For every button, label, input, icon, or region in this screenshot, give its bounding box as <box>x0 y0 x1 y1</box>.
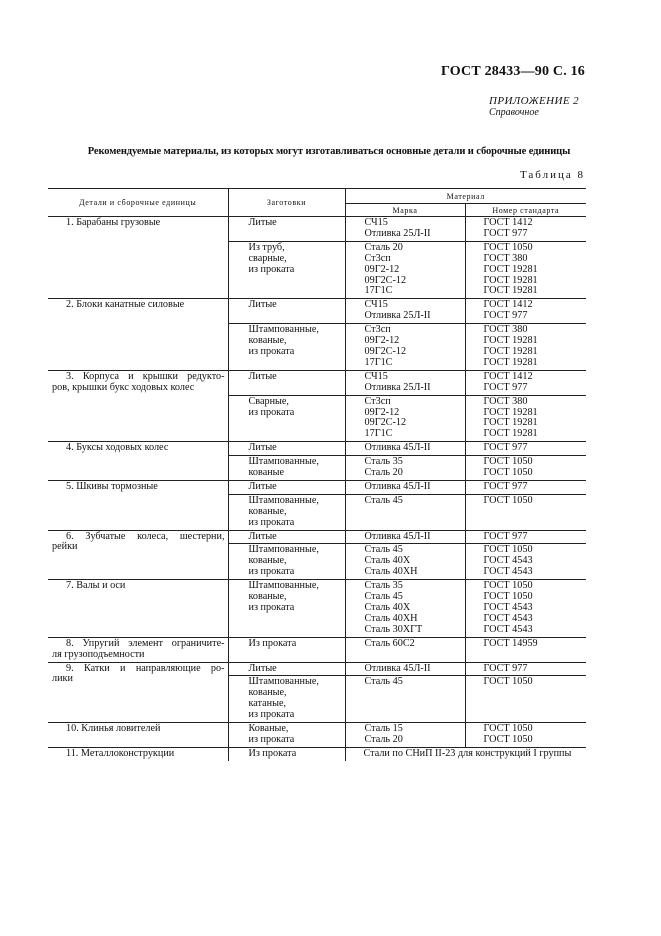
material-grade-line: Сталь 40Х <box>364 555 411 567</box>
blank-type-line: из проката <box>248 709 295 721</box>
blank-type <box>228 544 345 580</box>
material-grade-line: Сталь 45 <box>364 494 403 506</box>
blank-type-line: кованые, <box>248 687 287 699</box>
standard-number <box>465 370 586 395</box>
material-grade-line: Сталь 20 <box>364 733 403 745</box>
material-grade <box>345 544 465 580</box>
material-grade-line: Сталь 45 <box>364 676 403 688</box>
material-grade-line: Отливка 45Л-II <box>364 662 431 674</box>
blank-type-line: Из труб, <box>248 241 285 253</box>
material-grade-line: Отливка 25Л-II <box>364 310 431 322</box>
appendix-subtitle: Справочное <box>489 107 539 118</box>
material-grade <box>345 299 465 324</box>
standard-number-line: ГОСТ 1412 <box>483 370 533 382</box>
standard-number <box>465 494 586 530</box>
standard-number-line: ГОСТ 4543 <box>483 555 533 567</box>
material-grade-line: Ст3сп <box>364 252 391 264</box>
standard-number <box>465 324 586 371</box>
material-grade-line: 09Г2С-12 <box>364 417 407 429</box>
blank-type <box>228 456 345 481</box>
col-header-standard: Номер стандарта <box>492 205 560 215</box>
standard-number-line: ГОСТ 19281 <box>483 428 538 440</box>
blank-type-line: Из проката <box>248 747 297 759</box>
part-name-line: 6. Зубчатые колеса, шестерни, <box>66 530 225 542</box>
standard-number-line: ГОСТ 19281 <box>483 335 538 347</box>
material-grade-line: Отливка 25Л-II <box>364 227 431 239</box>
standard-number-line: ГОСТ 977 <box>483 530 528 542</box>
standard-number-line: ГОСТ 380 <box>483 252 528 264</box>
blank-type-line: кованые <box>248 467 285 479</box>
blank-type <box>228 494 345 530</box>
blank-type-line: Штампованные, <box>248 544 319 556</box>
col-header-grade: Марка <box>345 204 465 217</box>
blank-type-line: Литые <box>248 217 277 228</box>
material-grade <box>345 662 465 676</box>
standard-number <box>465 442 586 456</box>
standard-number-line: ГОСТ 4543 <box>483 566 533 578</box>
appendix-label <box>489 95 579 119</box>
table-row <box>48 370 586 395</box>
material-grade-line: Сталь 35 <box>364 580 403 592</box>
part-name <box>48 662 228 723</box>
table-row <box>48 217 586 242</box>
part-name-line: 5. Шкивы тормозные <box>66 480 158 492</box>
blank-type-line: Литые <box>248 370 277 382</box>
part-name-line: ров, крышки букс ходовых колес <box>52 381 195 393</box>
blank-type-line: из проката <box>248 566 295 578</box>
table-row <box>48 299 586 324</box>
blank-type <box>228 395 345 442</box>
part-name-line: 3. Корпуса и крышки редукто- <box>66 370 225 382</box>
blank-type-line: из проката <box>248 345 295 357</box>
part-name <box>48 480 228 530</box>
material-grade-line: Ст3сп <box>364 324 391 336</box>
part-name-line: 10. Клинья ловителей <box>66 723 161 735</box>
material-grade <box>345 217 465 242</box>
part-name <box>48 530 228 580</box>
material-grade <box>345 442 465 456</box>
standard-number-line: ГОСТ 977 <box>483 381 528 393</box>
blank-type-line: кованые, <box>248 335 287 347</box>
material-grade-line: Сталь 45 <box>364 591 403 603</box>
table-row <box>48 723 586 748</box>
blank-type-line: Штампованные, <box>248 580 319 592</box>
standard-number-line: ГОСТ 1412 <box>483 217 533 228</box>
material-grade-line: Сталь 40ХН <box>364 612 418 624</box>
material-grade <box>345 241 465 299</box>
standard-number <box>465 544 586 580</box>
blank-type <box>228 370 345 395</box>
material-grade <box>345 637 465 662</box>
table-number: Таблица 8 <box>519 169 585 181</box>
material-note <box>345 747 586 760</box>
standard-number-line: ГОСТ 977 <box>483 662 528 674</box>
part-name <box>48 723 228 748</box>
appendix-title: ПРИЛОЖЕНИЕ 2 <box>489 95 580 107</box>
blank-type <box>228 324 345 371</box>
standard-number-line: ГОСТ 19281 <box>483 417 538 429</box>
standard-number-line: ГОСТ 1050 <box>483 456 533 468</box>
standard-number-line: ГОСТ 4543 <box>483 612 533 624</box>
blank-type-line: из проката <box>248 733 295 745</box>
standard-number <box>465 217 586 242</box>
standard-number-line: ГОСТ 977 <box>483 227 528 239</box>
standard-number-line: ГОСТ 1050 <box>483 544 533 556</box>
material-grade <box>345 480 465 494</box>
standard-number-line: ГОСТ 19281 <box>483 263 538 275</box>
blank-type <box>228 723 345 748</box>
material-grade-line: Сталь 40Х <box>364 602 411 613</box>
blank-type-line: кованые, <box>248 505 287 517</box>
part-name <box>48 370 228 441</box>
blank-type <box>228 662 345 676</box>
blank-type-line: катаные, <box>248 698 287 710</box>
standard-number <box>465 637 586 662</box>
blank-type-line: Кованые, <box>248 723 289 735</box>
table-row <box>48 637 586 662</box>
blank-type <box>228 480 345 494</box>
part-name-line: рейки <box>52 541 78 553</box>
standard-number-line: ГОСТ 4543 <box>483 602 533 613</box>
blank-type-line: Литые <box>248 662 277 674</box>
blank-type-line: Литые <box>248 530 277 542</box>
blank-type-line: Из проката <box>248 637 297 649</box>
standard-number-line: ГОСТ 19281 <box>483 274 538 286</box>
standard-number-line: ГОСТ 1050 <box>483 580 533 592</box>
col-header-parts: Детали и сборочные единицы <box>48 189 228 217</box>
blank-type <box>228 241 345 299</box>
document-reference: ГОСТ 28433—90 С. 16 <box>441 64 585 79</box>
standard-number-line: ГОСТ 1050 <box>483 591 533 603</box>
blank-type <box>228 217 345 242</box>
standard-number-line: ГОСТ 19281 <box>483 345 538 357</box>
standard-number <box>465 395 586 442</box>
standard-number <box>465 456 586 481</box>
part-name <box>48 217 228 299</box>
blank-type <box>228 676 345 723</box>
material-grade <box>345 324 465 371</box>
material-grade <box>345 494 465 530</box>
blank-type <box>228 299 345 324</box>
material-grade-line: СЧ15 <box>364 217 388 228</box>
standard-number-line: ГОСТ 1050 <box>483 723 533 735</box>
material-grade-line: Отливка 45Л-II <box>364 530 431 542</box>
blank-type-line: Штампованные, <box>248 676 319 688</box>
table-row <box>48 530 586 544</box>
material-grade-line: 09Г2С-12 <box>364 345 407 357</box>
material-grade-line: Ст3сп <box>364 395 391 407</box>
table-row <box>48 580 586 638</box>
standard-number-line: ГОСТ 19281 <box>483 285 538 297</box>
part-name-line: 11. Металлоконструкции <box>66 747 175 759</box>
material-grade-line: Сталь 45 <box>364 544 403 556</box>
blank-type <box>228 637 345 662</box>
part-name-line: 2. Блоки канатные силовые <box>66 299 185 311</box>
part-name <box>48 299 228 370</box>
standard-number-line: ГОСТ 1050 <box>483 241 533 253</box>
material-grade <box>345 676 465 723</box>
col-header-blanks: Заготовки <box>228 189 345 217</box>
material-grade-line: Сталь 20 <box>364 467 403 479</box>
standard-number <box>465 662 586 676</box>
material-grade-line: Сталь 15 <box>364 723 403 735</box>
standard-number <box>465 299 586 324</box>
material-grade <box>345 580 465 638</box>
blank-type-line: сварные, <box>248 252 287 264</box>
blank-type-line: Сварные, <box>248 395 289 407</box>
part-name <box>48 747 228 760</box>
material-grade-line: Сталь 30ХГТ <box>364 623 423 635</box>
part-name <box>48 637 228 662</box>
table-body <box>48 217 586 761</box>
material-grade-line: Отливка 25Л-II <box>364 381 431 393</box>
standard-number-line: ГОСТ 977 <box>483 442 528 454</box>
blank-type <box>228 530 345 544</box>
table-row <box>48 662 586 676</box>
blank-type <box>228 747 345 760</box>
part-name-line: ля грузоподъемности <box>52 648 145 660</box>
material-grade-line: 09Г2-12 <box>364 406 400 418</box>
blank-type-line: Штампованные, <box>248 324 319 336</box>
table-row <box>48 480 586 494</box>
standard-number <box>465 676 586 723</box>
material-grade-line: 17Г1С <box>364 285 393 297</box>
standard-number <box>465 480 586 494</box>
standard-number-line: ГОСТ 1050 <box>483 494 533 506</box>
material-grade-line: 09Г2-12 <box>364 263 400 275</box>
blank-type-line: Штампованные, <box>248 456 319 468</box>
material-grade-line: 09Г2С-12 <box>364 274 407 286</box>
part-name-line: 8. Упругий элемент ограничите- <box>66 637 225 649</box>
standard-number <box>465 580 586 638</box>
material-grade-line: 09Г2-12 <box>364 335 400 347</box>
standard-number-line: ГОСТ 977 <box>483 310 528 322</box>
part-name-line: 1. Барабаны грузовые <box>66 217 161 228</box>
material-grade-line: Сталь 60С2 <box>364 637 415 649</box>
blank-type-line: кованые, <box>248 555 287 567</box>
table-row <box>48 747 586 760</box>
standard-number <box>465 241 586 299</box>
standard-number-line: ГОСТ 19281 <box>483 406 538 418</box>
blank-type-line: Литые <box>248 480 277 492</box>
standard-number-line: ГОСТ 1050 <box>483 676 533 688</box>
material-grade <box>345 370 465 395</box>
standard-number-line: ГОСТ 19281 <box>483 356 538 368</box>
col-header-material: Материал <box>345 189 586 204</box>
standard-number-line: ГОСТ 4543 <box>483 623 533 635</box>
materials-table <box>48 188 586 761</box>
material-grade-line: Отливка 45Л-II <box>364 480 431 492</box>
material-grade-line: Сталь 20 <box>364 241 403 253</box>
table-row <box>48 442 586 456</box>
part-name <box>48 442 228 481</box>
material-grade-line: СЧ15 <box>364 370 388 382</box>
table-title: Рекомендуемые материалы, из которых могут изготавливаться основные детали и сборочные единицы <box>87 146 571 157</box>
part-name <box>48 580 228 638</box>
blank-type-line: из проката <box>248 263 295 275</box>
material-grade <box>345 456 465 481</box>
material-grade <box>345 723 465 748</box>
blank-type-line: Литые <box>248 442 277 454</box>
blank-type-line: из проката <box>248 602 295 613</box>
standard-number-line: ГОСТ 14959 <box>483 637 538 649</box>
standard-number-line: ГОСТ 1050 <box>483 467 533 479</box>
blank-type <box>228 580 345 638</box>
part-name-line: 4. Буксы ходовых колес <box>66 442 169 454</box>
standard-number-line: ГОСТ 380 <box>483 395 528 407</box>
standard-number-line: ГОСТ 977 <box>483 480 528 492</box>
material-grade <box>345 395 465 442</box>
part-name-line: лики <box>52 673 73 685</box>
blank-type-line: Штампованные, <box>248 494 319 506</box>
material-grade-line: 17Г1С <box>364 356 393 368</box>
blank-type-line: Литые <box>248 299 277 311</box>
material-grade-line: Сталь 40ХН <box>364 566 418 578</box>
material-grade <box>345 530 465 544</box>
part-name-line: 7. Валы и оси <box>66 580 126 592</box>
material-grade-line: 17Г1С <box>364 428 393 440</box>
blank-type-line: кованые, <box>248 591 287 603</box>
material-grade-line: Отливка 45Л-II <box>364 442 431 454</box>
standard-number-line: ГОСТ 380 <box>483 324 528 336</box>
blank-type-line: из проката <box>248 406 295 418</box>
blank-type-line: из проката <box>248 516 295 528</box>
material-grade-line: Сталь 35 <box>364 456 403 468</box>
standard-number <box>465 723 586 748</box>
standard-number <box>465 530 586 544</box>
material-note-text: Стали по СНиП II-23 для конструкций I группы <box>363 747 572 759</box>
standard-number-line: ГОСТ 1412 <box>483 299 533 311</box>
part-name-line: 9. Катки и направляющие ро- <box>66 662 225 674</box>
material-grade-line: СЧ15 <box>364 299 388 311</box>
standard-number-line: ГОСТ 1050 <box>483 733 533 745</box>
blank-type <box>228 442 345 456</box>
